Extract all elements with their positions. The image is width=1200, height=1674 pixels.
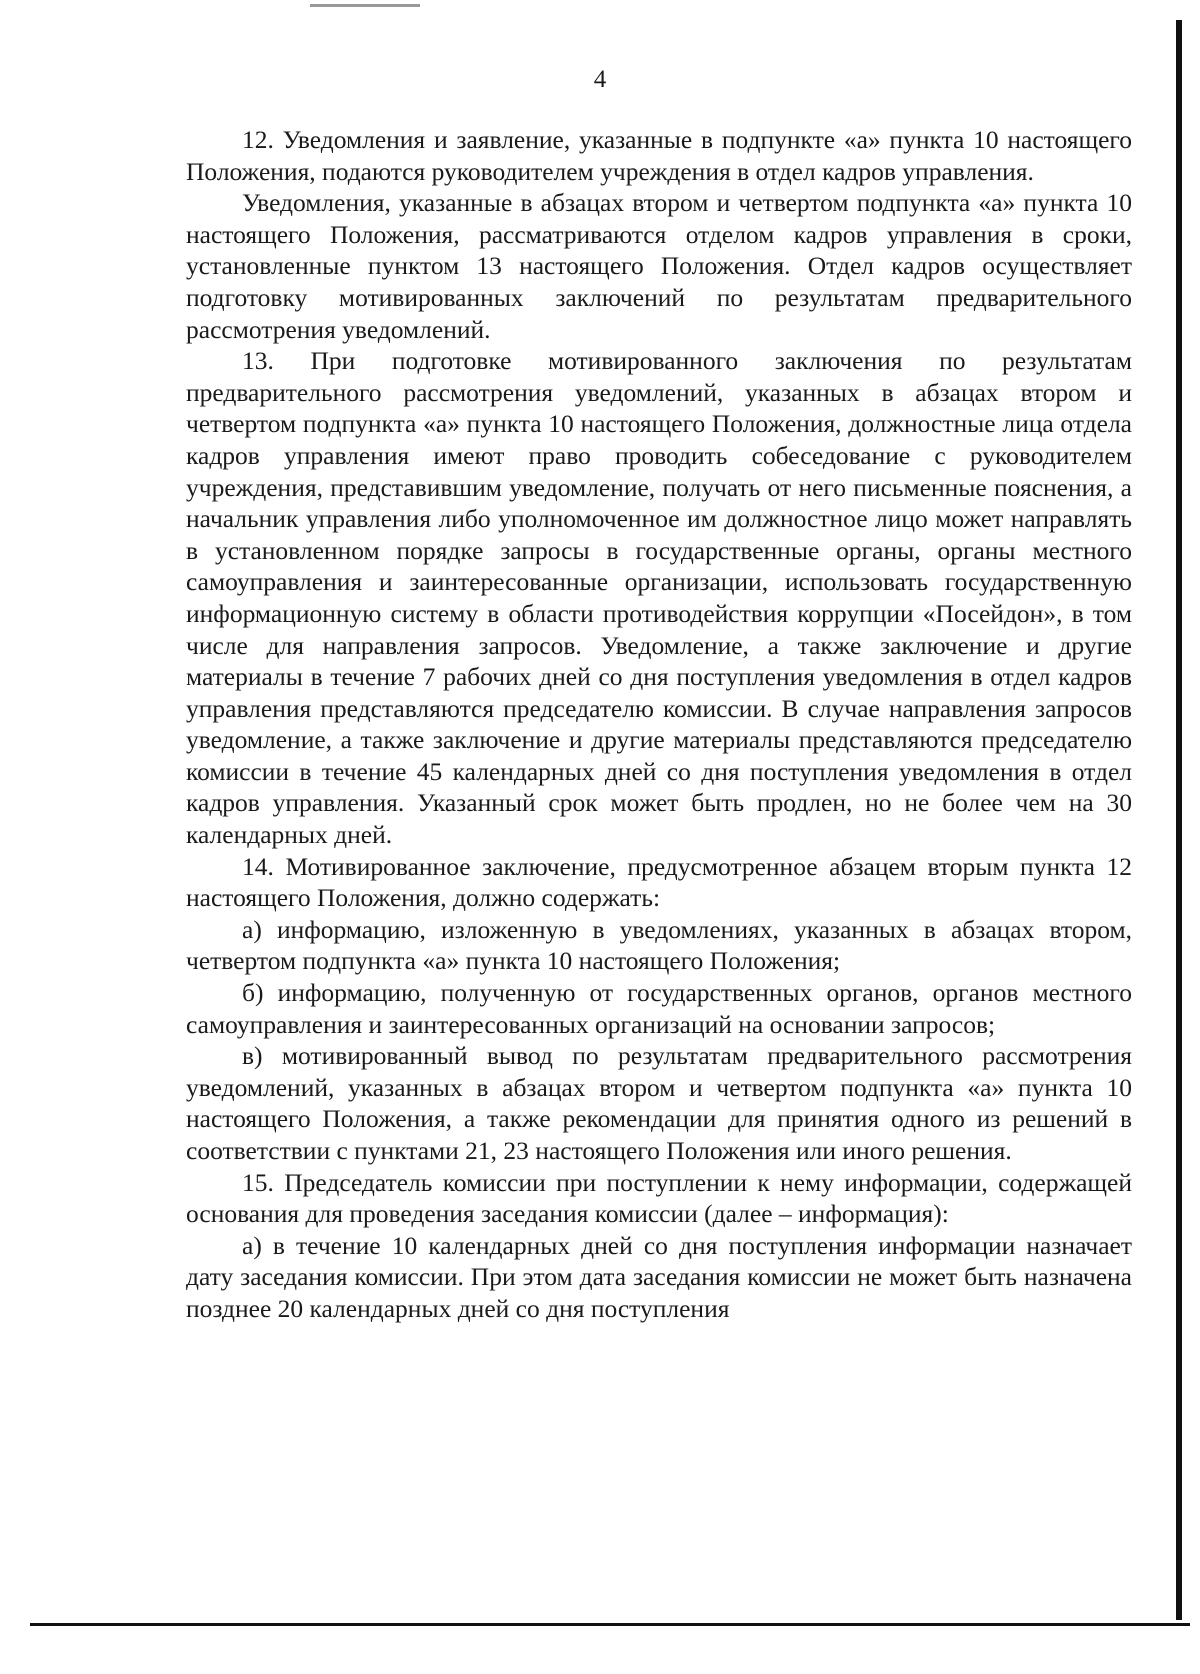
scan-edge-bottom [30, 1623, 1190, 1626]
paragraph-14-v: в) мотивированный вывод по результатам предварительного рассмотрения уведомлений, указанных в абзацах втором и четвертом подпункта «а» пункта 10 настоящего Положения, а также рекомендации для принятия одного из решений в соответствии с пунктами 21, 23 настоящего Положения или иного решения. [186, 1041, 1132, 1165]
scan-artifact-top [310, 4, 420, 7]
paragraph-12: 12. Уведомления и заявление, указанные в подпункте «а» пункта 10 настоящего Положения, подаются руководителем учреждения в отдел кадров управления. [186, 125, 1132, 186]
paragraph-14-b: б) информацию, полученную от государственных органов, органов местного самоуправления и заинтересованных организаций на основании запросов; [186, 978, 1132, 1039]
paragraph-15: 15. Председатель комиссии при поступлении к нему информации, содержащей основания для проведения заседания комиссии (далее – информация): [186, 1167, 1132, 1229]
document-body [186, 124, 1132, 1325]
paragraph-15-a: а) в течение 10 календарных дней со дня поступления информации назначает дату заседания комиссии. При этом дата заседания комиссии не может быть назначена позднее 20 календарных дней со дня поступления [186, 1230, 1132, 1323]
scan-edge-right [1176, 20, 1182, 1620]
paragraph-14: 14. Мотивированное заключение, предусмотренное абзацем вторым пункта 12 настоящего Положения, должно содержать: [186, 851, 1132, 913]
paragraph-12-second: Уведомления, указанные в абзацах втором и четвертом подпункта «а» пункта 10 настоящего Положения, рассматриваются отделом кадров управления в сроки, установленные пунктом 13 настоящего Положения. Отдел кадров осуществляет подготовку мотивированных заключений по результатам предварительного рассмотрения уведомлений. [186, 188, 1132, 344]
page-number: 4 [593, 66, 607, 93]
paragraph-13: 13. При подготовке мотивированного заключения по результатам предварительного рассмотрения уведомлений, указанных в абзацах втором и четвертом подпункта «а» пункта 10 настоящего Положения, должностные лица отдела кадров управления имеют право проводить собеседование с руководителем учреждения, представившим уведомление, получать от него письменные пояснения, а начальник управления либо уполномоченное им должностное лицо может направлять в установленном порядке запросы в государственные органы, органы местного самоуправления и заинтересованные организации, использовать государственную информационную систему в области противодействия коррупции «Посейдон», в том числе для направления запросов. Уведомление, а также заключение и другие материалы в течение 7 рабочих дней со дня поступления уведомления в отдел кадров управления представляются председателю комиссии. В случае направления запросов уведомление, а также заключение и другие материалы представляются председателю комиссии в течение 45 календарных дней со дня поступления уведомления в отдел кадров управления. Указанный срок может быть продлен, но не более чем на 30 календарных дней. [186, 346, 1132, 850]
paragraph-14-a: а) информацию, изложенную в уведомлениях, указанных в абзацах втором, четвертом подпункта «а» пункта 10 настоящего Положения; [186, 914, 1132, 976]
